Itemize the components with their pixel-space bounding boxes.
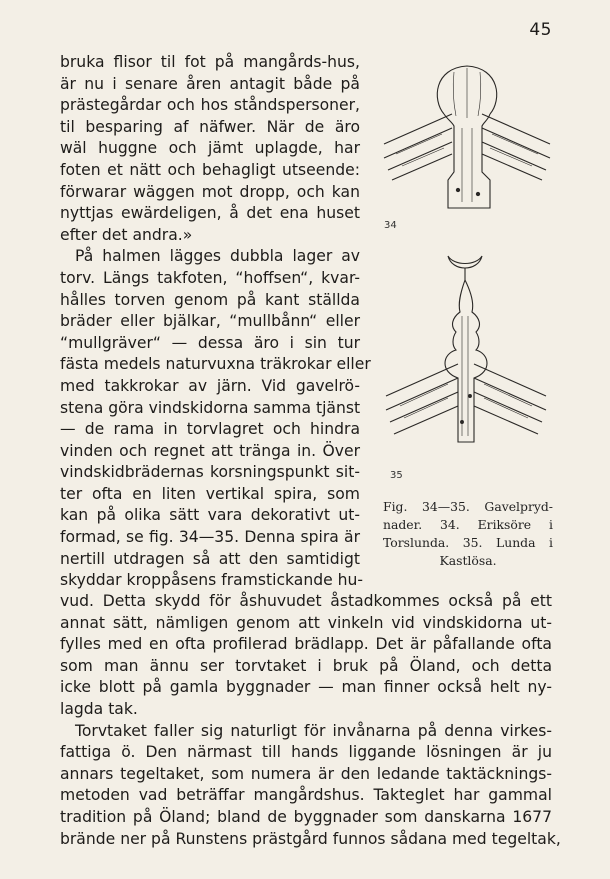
figure-34-gable-ornament [382, 62, 552, 222]
page-number: 45 [529, 20, 552, 40]
text-line: nyttjas ewärdeligen, å det ena huset [60, 204, 360, 223]
text-line: til besparing af näfwer. När de äro [60, 117, 360, 136]
text-line: är nu i senare åren antagit både på [60, 74, 360, 93]
text-line: fattiga ö. Den närmast till hands liggande lösningen är ju [60, 743, 552, 762]
text-line: torv. Längs takfoten, “hoffsen“, kvar- [60, 268, 360, 287]
text-line: icke blott på gamla byggnader — man finner också helt ny- [60, 678, 552, 697]
figure-35-gable-spire [382, 246, 552, 456]
caption-line: Fig. 34—35. Gavelpryd- [383, 499, 553, 514]
figure-35-number: 35 [390, 470, 403, 481]
figure-caption [383, 498, 553, 570]
text-line: vindskidbrädernas korsningspunkt sit- [60, 463, 360, 482]
text-line: bräder eller bjälkar, “mullbånn“ eller [60, 312, 360, 331]
text-line: formad, se fig. 34—35. Denna spira är [60, 528, 360, 547]
text-line: som man ännu ser torvtaket i bruk på Öland, och detta [60, 656, 552, 675]
text-line: lagda tak. [60, 699, 138, 718]
text-line: ter ofta en liten vertikal spira, som [60, 484, 360, 503]
text-line: annars tegeltaket, som numera är den ledande taktäcknings- [60, 764, 552, 783]
text-line: På halmen lägges dubbla lager av [75, 247, 360, 266]
caption-line: Torslunda. 35. Lunda i [383, 535, 553, 550]
text-line: efter det andra.» [60, 225, 193, 244]
text-line: fylles med en ofta profilerad brädlapp. Det är påfallande ofta [60, 635, 552, 654]
text-line: metoden vad beträffar mangårdshus. Takteglet har gammal [60, 786, 552, 805]
text-line: brände ner på Runstens prästgård funnos sådana med tegeltak, [60, 829, 561, 848]
text-line: “mullgräver“ — dessa äro i sin tur [60, 333, 360, 352]
text-line: vud. Detta skydd för åshuvudet åstadkommes också på ett [60, 592, 552, 610]
text-line: tradition på Öland; bland de byggnader som danskarna 1677 [60, 807, 552, 826]
text-line: annat sätt, nämligen genom att vinkeln vid vindskidorna ut- [60, 613, 552, 632]
text-line: med takkrokar av järn. Vid gavelrö- [60, 376, 360, 395]
text-line: förwarar wäggen mot dropp, och kan [60, 182, 360, 201]
caption-line: Kastlösa. [439, 553, 497, 568]
text-line: Torvtaket faller sig naturligt för invånarna på denna virkes- [75, 721, 552, 740]
body-text-narrow [60, 52, 371, 592]
text-line: fästa medels naturvuxna träkrokar eller [60, 355, 371, 374]
text-line: prästegårdar och hos ståndspersoner, [60, 96, 360, 115]
text-line: kan på olika sätt vara dekorativt ut- [60, 506, 360, 525]
text-line: stena göra vindskidorna samma tjänst [60, 398, 361, 417]
body-text-wide [60, 591, 561, 850]
text-line: vinden och regnet att tränga in. Över [60, 441, 360, 460]
text-line: bruka flisor til fot på mangårds-hus, [60, 53, 360, 71]
text-line: foten et nätt och behagligt utseende: [60, 160, 360, 179]
text-line: skyddar kroppåsens framstickande hu- [60, 571, 364, 590]
text-line: hålles torven genom på kant ställda [60, 290, 360, 309]
text-line: wäl huggne och jämt uplagde, har [60, 139, 360, 158]
text-line: nertill utdragen så att den samtidigt [60, 549, 360, 568]
caption-line: nader. 34. Eriksöre i [383, 517, 553, 532]
text-line: — de rama in torvlagret och hindra [60, 420, 360, 439]
figure-34-number: 34 [384, 220, 397, 231]
